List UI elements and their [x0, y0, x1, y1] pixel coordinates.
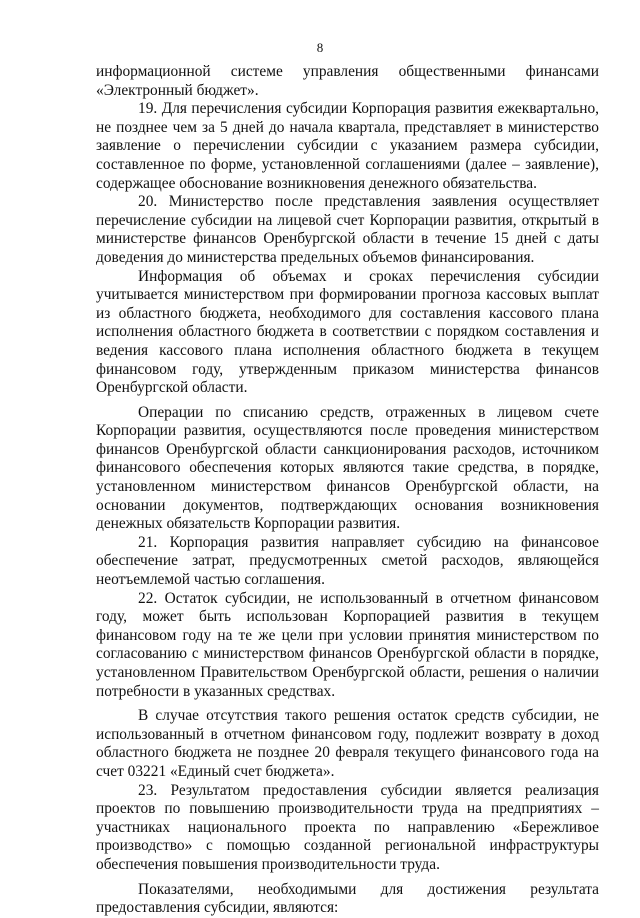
paragraph-return-of-balance: В случае отсутствия такого решения остаток средств субсидии, не использованный в отчетном финансовом году, подлежит возврату в доход областного бюджета не позднее 20 февраля текущего финансового года на счет 03221 «Единый счет бюджета». [96, 707, 599, 780]
paragraph-indicators-intro: Показателями, необходимыми для достижения результата предоставления субсидии, являются: [96, 880, 599, 917]
paragraph-clause-19: 19. Для перечисления субсидии Корпорация развития ежеквартально, не позднее чем за 5 дней до начала квартала, представляет в министерство заявление о перечислении субсидии с указанием размера субсидии, составленное по форме, установленной соглашениями (далее – заявление), содержащее обоснование возникновения денежного обязательства. [96, 100, 599, 192]
paragraph-clause-20: 20. Министерство после представления заявления осуществляет перечисление субсидии на лицевой счет Корпорации развития, открытый в министерстве финансов Оренбургской области в течение 15 дней с даты доведения до министерства предельных объемов финансирования. [96, 193, 599, 266]
document-body [96, 63, 599, 918]
paragraph-continuation: информационной системе управления общественными финансами «Электронный бюджет». [96, 63, 599, 99]
page-number: 8 [316, 40, 324, 55]
paragraph-clause-21: 21. Корпорация развития направляет субсидию на финансовое обеспечение затрат, предусмотренных сметой расходов, являющейся неотъемлемой частью соглашения. [96, 533, 599, 589]
paragraph-clause-23: 23. Результатом предоставления субсидии является реализация проектов по повышению производительности труда на предприятиях – участниках национального проекта по направлению «Бережливое производство» с помощью созданной региональной инфраструктуры обеспечения повышения производительности труда. [96, 781, 599, 873]
paragraph-clause-22: 22. Остаток субсидии, не использованный в отчетном финансовом году, может быть использован Корпорацией развития в текущем финансовом году на те же цели при условии принятия министерством по согласованию с министерством финансов Оренбургской области в порядке, установленном Правительством Оренбургской области, решения о наличии потребности в указанных средствах. [96, 589, 599, 700]
paragraph-write-off-operations: Операции по списанию средств, отраженных в лицевом счете Корпорации развития, осуществляются после проведения министерством финансов Оренбургской области санкционирования расходов, источником финансового обеспечения которых являются такие средства, в порядке, установленном министерством финансов Оренбургской области, на основании документов, подтверждающих основания возникновения денежных обязательств Корпорации развития. [96, 403, 599, 533]
paragraph-forecast-info: Информация об объемах и сроках перечисления субсидии учитывается министерством при формировании прогноза кассовых выплат из областного бюджета, необходимого для составления кассового плана исполнения областного бюджета в соответствии с порядком составления и ведения кассового плана исполнения областного бюджета в текущем финансовом году, утвержденным приказом министерства финансов Оренбургской области. [96, 267, 599, 397]
